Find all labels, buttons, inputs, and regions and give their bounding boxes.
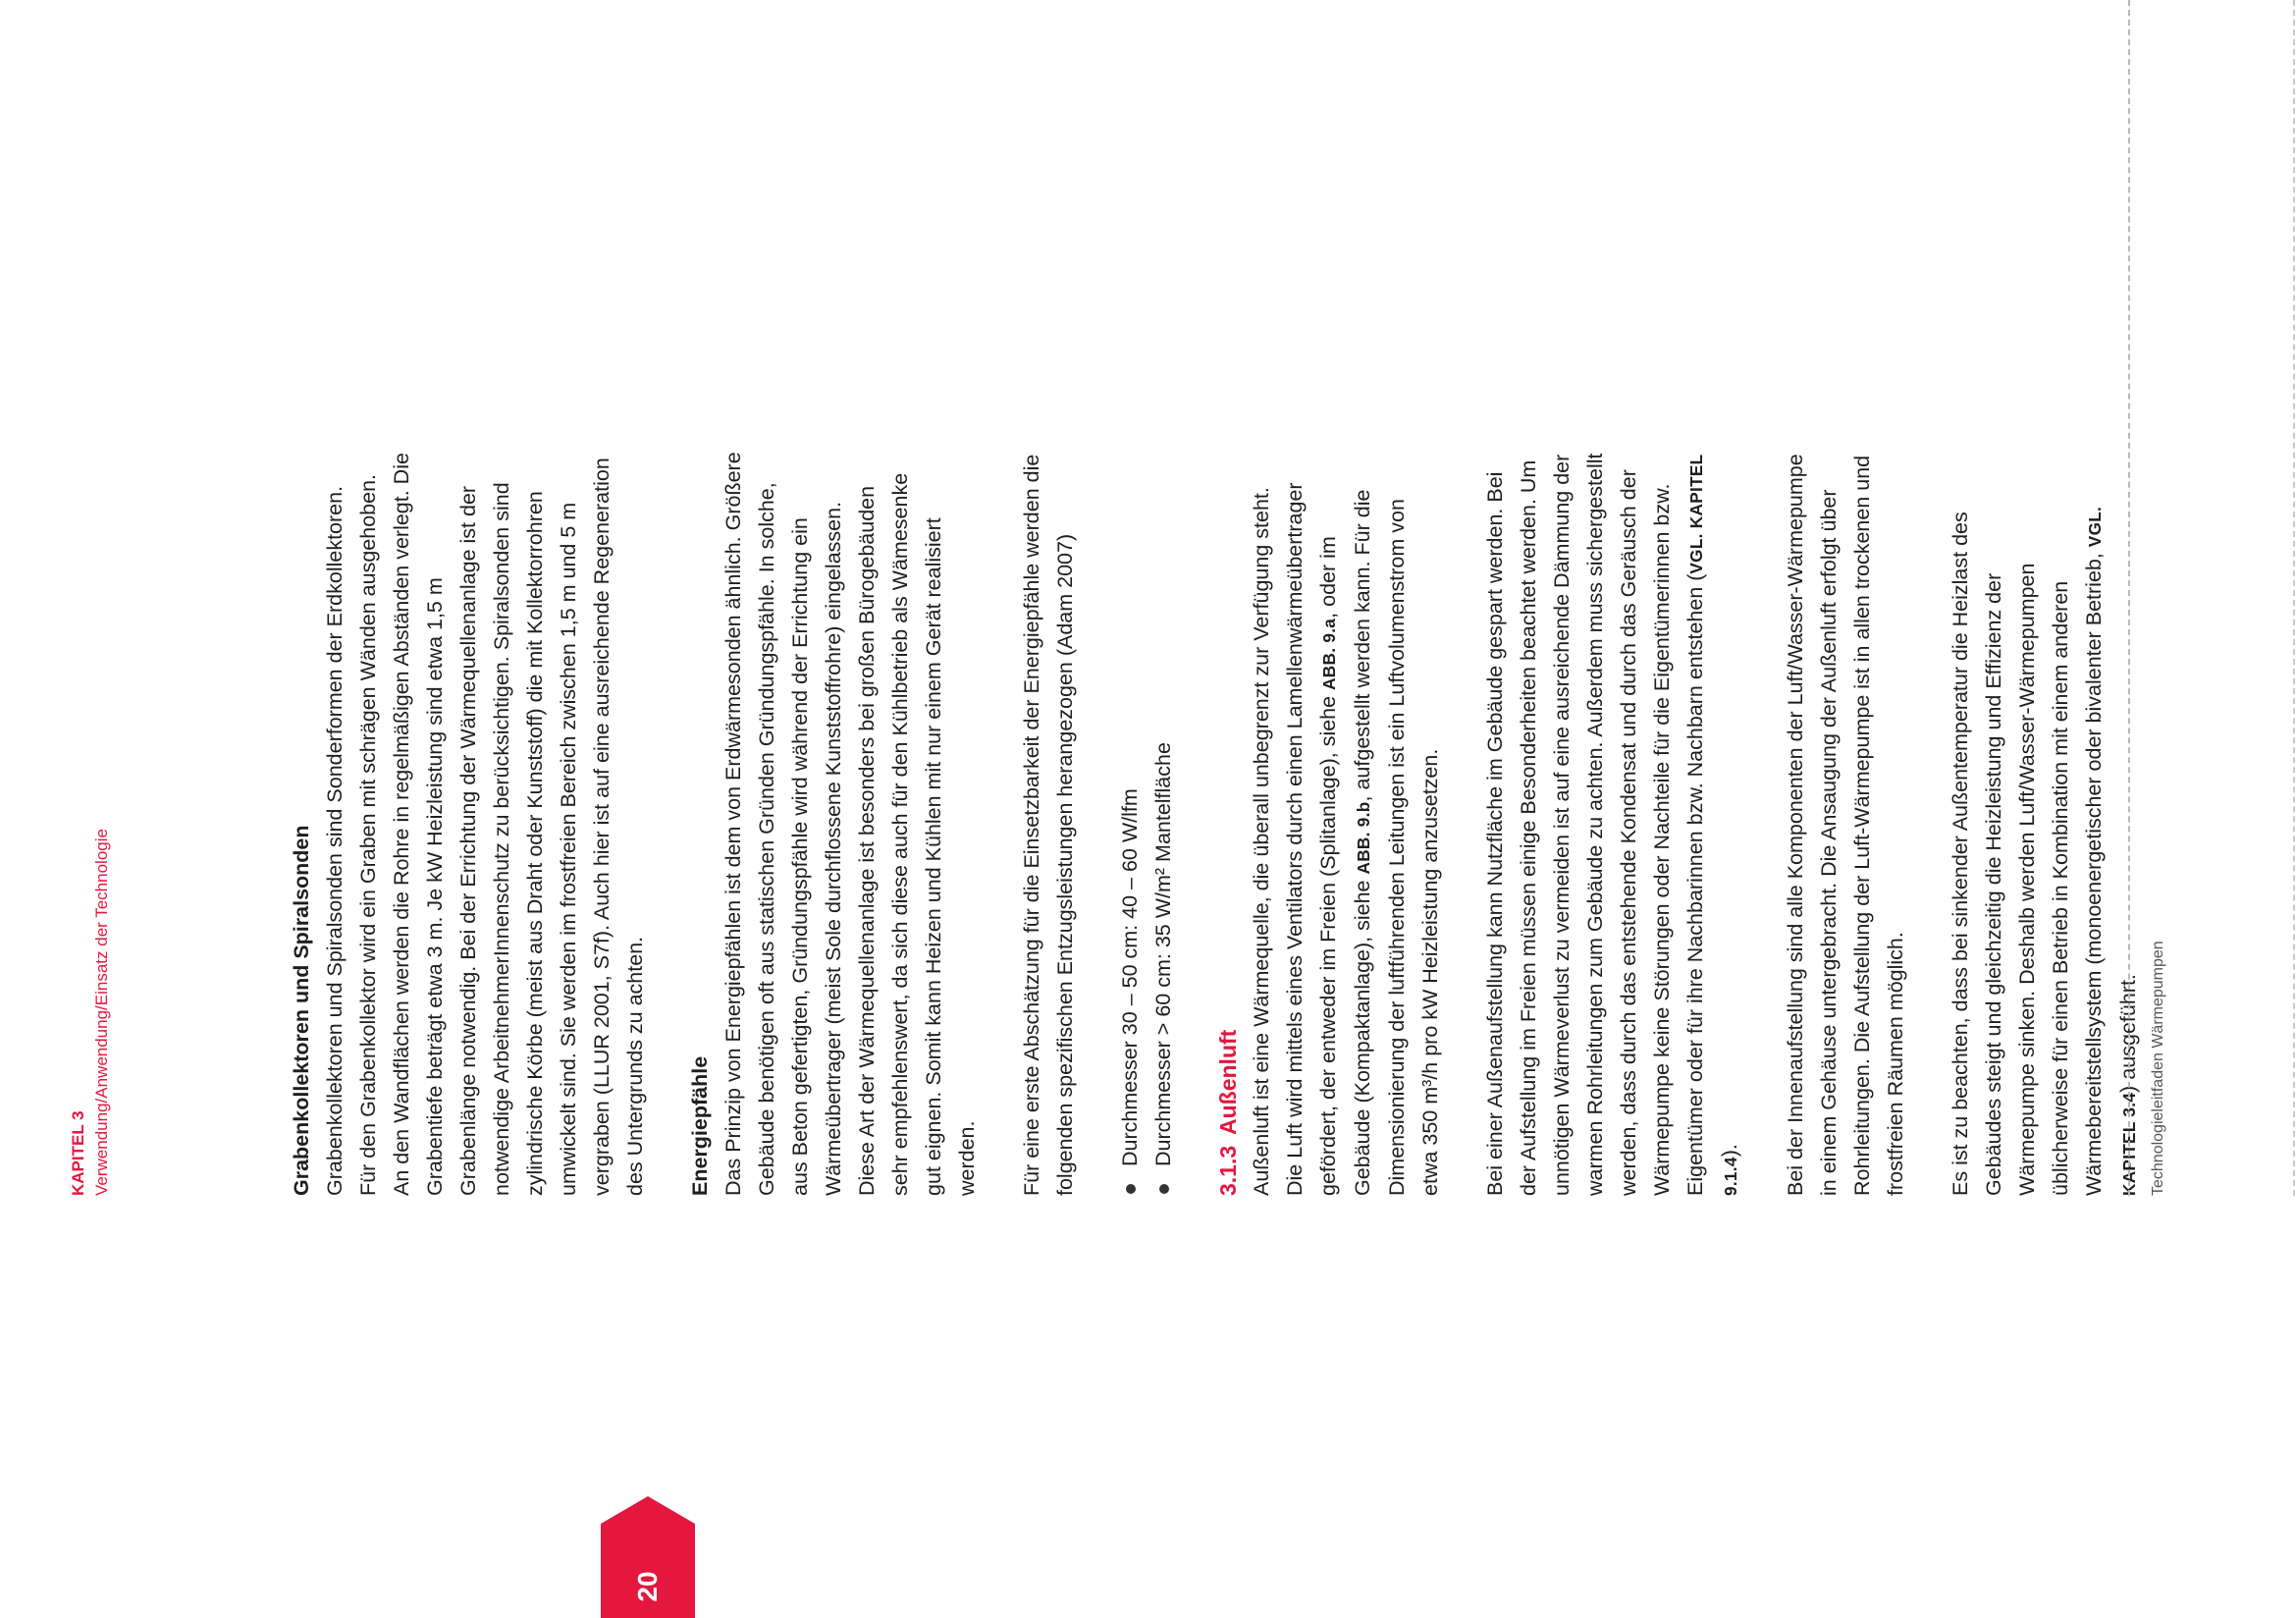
text-run: ). xyxy=(1718,1144,1741,1158)
chapter-title: Verwendung/Anwendung/Einsatz der Technologie xyxy=(92,829,111,1196)
paragraph-energiepfaehle xyxy=(683,450,984,1196)
text-energiepfaehle: Das Prinzip von Energiepfählen ist dem von Erdwärmesonden ähnlich. Größere Gebäude benötigen oft aus statischen Gründen Gründungspfähle. In solche, aus Beton gefertigten, Gründungspfähle wird während der Errichtung ein Wärmeübertrager (meist Sole durchflossene Kunststoffrohre) eingelassen. Diese Art der Wärmequellenanlage ist besonders bei großen Bürogebäuden sehr empfehlenswert, da sich diese auch für den Kühlbetrieb als Wämesenke gut eignen. Somit kann Heizen und Kühlen mit nur einem Gerät realisiert werden. xyxy=(721,452,979,1196)
footer-divider xyxy=(2128,0,2130,1196)
chapter-number: KAPITEL 3 xyxy=(69,1110,87,1196)
body-text-column xyxy=(285,450,2177,1196)
page-number: 20 xyxy=(632,1571,663,1602)
text-run: ) ausgeführt. xyxy=(2116,974,2140,1093)
text-run: Bei einer Außenaufstellung kann Nutzfläche im Gebäude gespart werden. Bei der Aufstellung im Freien müssen einige Besonderheiten beachtet werden. Um unnötigen Wärmeverlust zu vermeiden ist auf eine ausreichende Dämmung der warmen Rohrleitungen zum Gebäude zu achten. Außerdem muss sichergestellt werden, dass durch das entstehende Kondensat und durch das Geräusch der Wärmepumpe keine Störungen oder Nachteile für die Eigentümerinnen bzw. Eigentümer oder für ihre Nachbarinnen bzw. Nachbarn entstehen ( xyxy=(1483,453,1707,1196)
chapter-reference: VGL. KAPITEL 3.4 xyxy=(2085,506,2139,1196)
chapter-label xyxy=(67,829,114,1196)
text-run: Es ist zu beachten, dass bei sinkender Außentemperatur die Heizlast des Gebäudes steigt und gleichzeitig die Heizleistung und Effizienz der Wärmepumpe sinken. Deshalb werden Luft/Wasser-Wärmepumpen üblicherweise für einen Betrieb in Kombination mit einem anderen Wärmebereitstellsystem (monoenergetischer oder bivalenter Betrieb, xyxy=(1949,512,2106,1196)
text-run: , aufgestellt werden kann. Für die Dimensionierung der luftführenden Leitungen ist ein Luftvolumenstrom von etwa 350 m³/h pro kW Heizleistung anzusetzen. xyxy=(1351,489,1442,1196)
section-number: 3.1.3 xyxy=(1215,1145,1241,1196)
paragraph-aussenluft-4 xyxy=(1944,450,2146,1196)
paragraph-aussenluft-1 xyxy=(1245,450,1447,1196)
text-run: , oder im Gebäude (Kompaktanlage), siehe xyxy=(1316,536,1374,1196)
paragraph-aussenluft-3: Bei der Innenaufstellung sind alle Komponenten der Luft/Wasser-Wärmepumpe in einem Gehäuse untergebracht. Die Ansaugung der Außenluft erfolgt über Rohrleitungen. Die Aufstellung der Luft-Wärmepumpe ist in allen trockenen und frostfreien Räumen möglich. xyxy=(1784,454,1907,1196)
edge-divider xyxy=(2293,0,2295,1196)
text-grabenkollektoren: Grabenkollektoren und Spiralsonden sind Sonderformen der Erdkollektoren. Für den Grabenkollektor wird ein Graben mit schrägen Wänden ausgehoben. An den Wandflächen werden die Rohre in regelmäßigen Abständen verlegt. Die Grabentiefe beträgt etwa 3 m. Je kW Heizleistung sind etwa 1,5 m Grabenlänge notwendig. Bei der Errichtung der Wärmequellenanlage ist der notwendige ArbeitnehmerInnenschutz zu berücksichtigen. Spiralsonden sind zylindrische Körbe (meist aus Draht oder Kunststoff) die mit Kollektorrohren umwickelt sind. Sie werden im frostfreien Bereich zwischen 1,5 m und 5 m vergraben (LLUR 2001, S7f). Auch hier ist auf eine ausreichende Regeneration des Untergrunds zu achten. xyxy=(323,453,647,1196)
text-run: Außenluft ist eine Wärmequelle, die überall unbegrenzt zur Verfügung steht. Die Luft wird mittels eines Ventilators durch einen Lamellenwärmeübertrager gefördert, der entweder im Freien (Splitanlage), siehe xyxy=(1250,482,1340,1196)
figure-reference: ABB. 9.b xyxy=(1354,801,1373,875)
paragraph-energiepfaehle-intro: Für eine erste Abschätzung für die Einsetzbarkeit der Energiepfähle werden die folgenden spezifischen Entzugsleistungen herangezogen (Adam 2007) xyxy=(1020,454,1077,1196)
bullet-list-entzugsleistungen xyxy=(1113,450,1180,1196)
footer-title: Technologieleitfaden Wärmepumpen xyxy=(2150,941,2166,1196)
paragraph-aussenluft-2 xyxy=(1478,450,1747,1196)
list-item: Durchmesser 30 – 50 cm: 40 – 60 W/lfm xyxy=(1113,450,1147,1196)
section-heading-aussenluft xyxy=(1211,450,1245,1196)
section-title: Außenluft xyxy=(1215,1029,1241,1135)
list-item: Durchmesser > 60 cm: 35 W/m² Mantelfläche xyxy=(1147,450,1180,1196)
heading-grabenkollektoren: Grabenkollektoren und Spiralsonden xyxy=(290,825,313,1196)
heading-energiepfaehle: Energiepfähle xyxy=(688,1055,712,1196)
paragraph-grabenkollektoren xyxy=(285,450,652,1196)
figure-reference: ABB. 9.a xyxy=(1319,618,1339,690)
chapter-reference: VGL. KAPITEL 9.1.4 xyxy=(1686,454,1740,1196)
